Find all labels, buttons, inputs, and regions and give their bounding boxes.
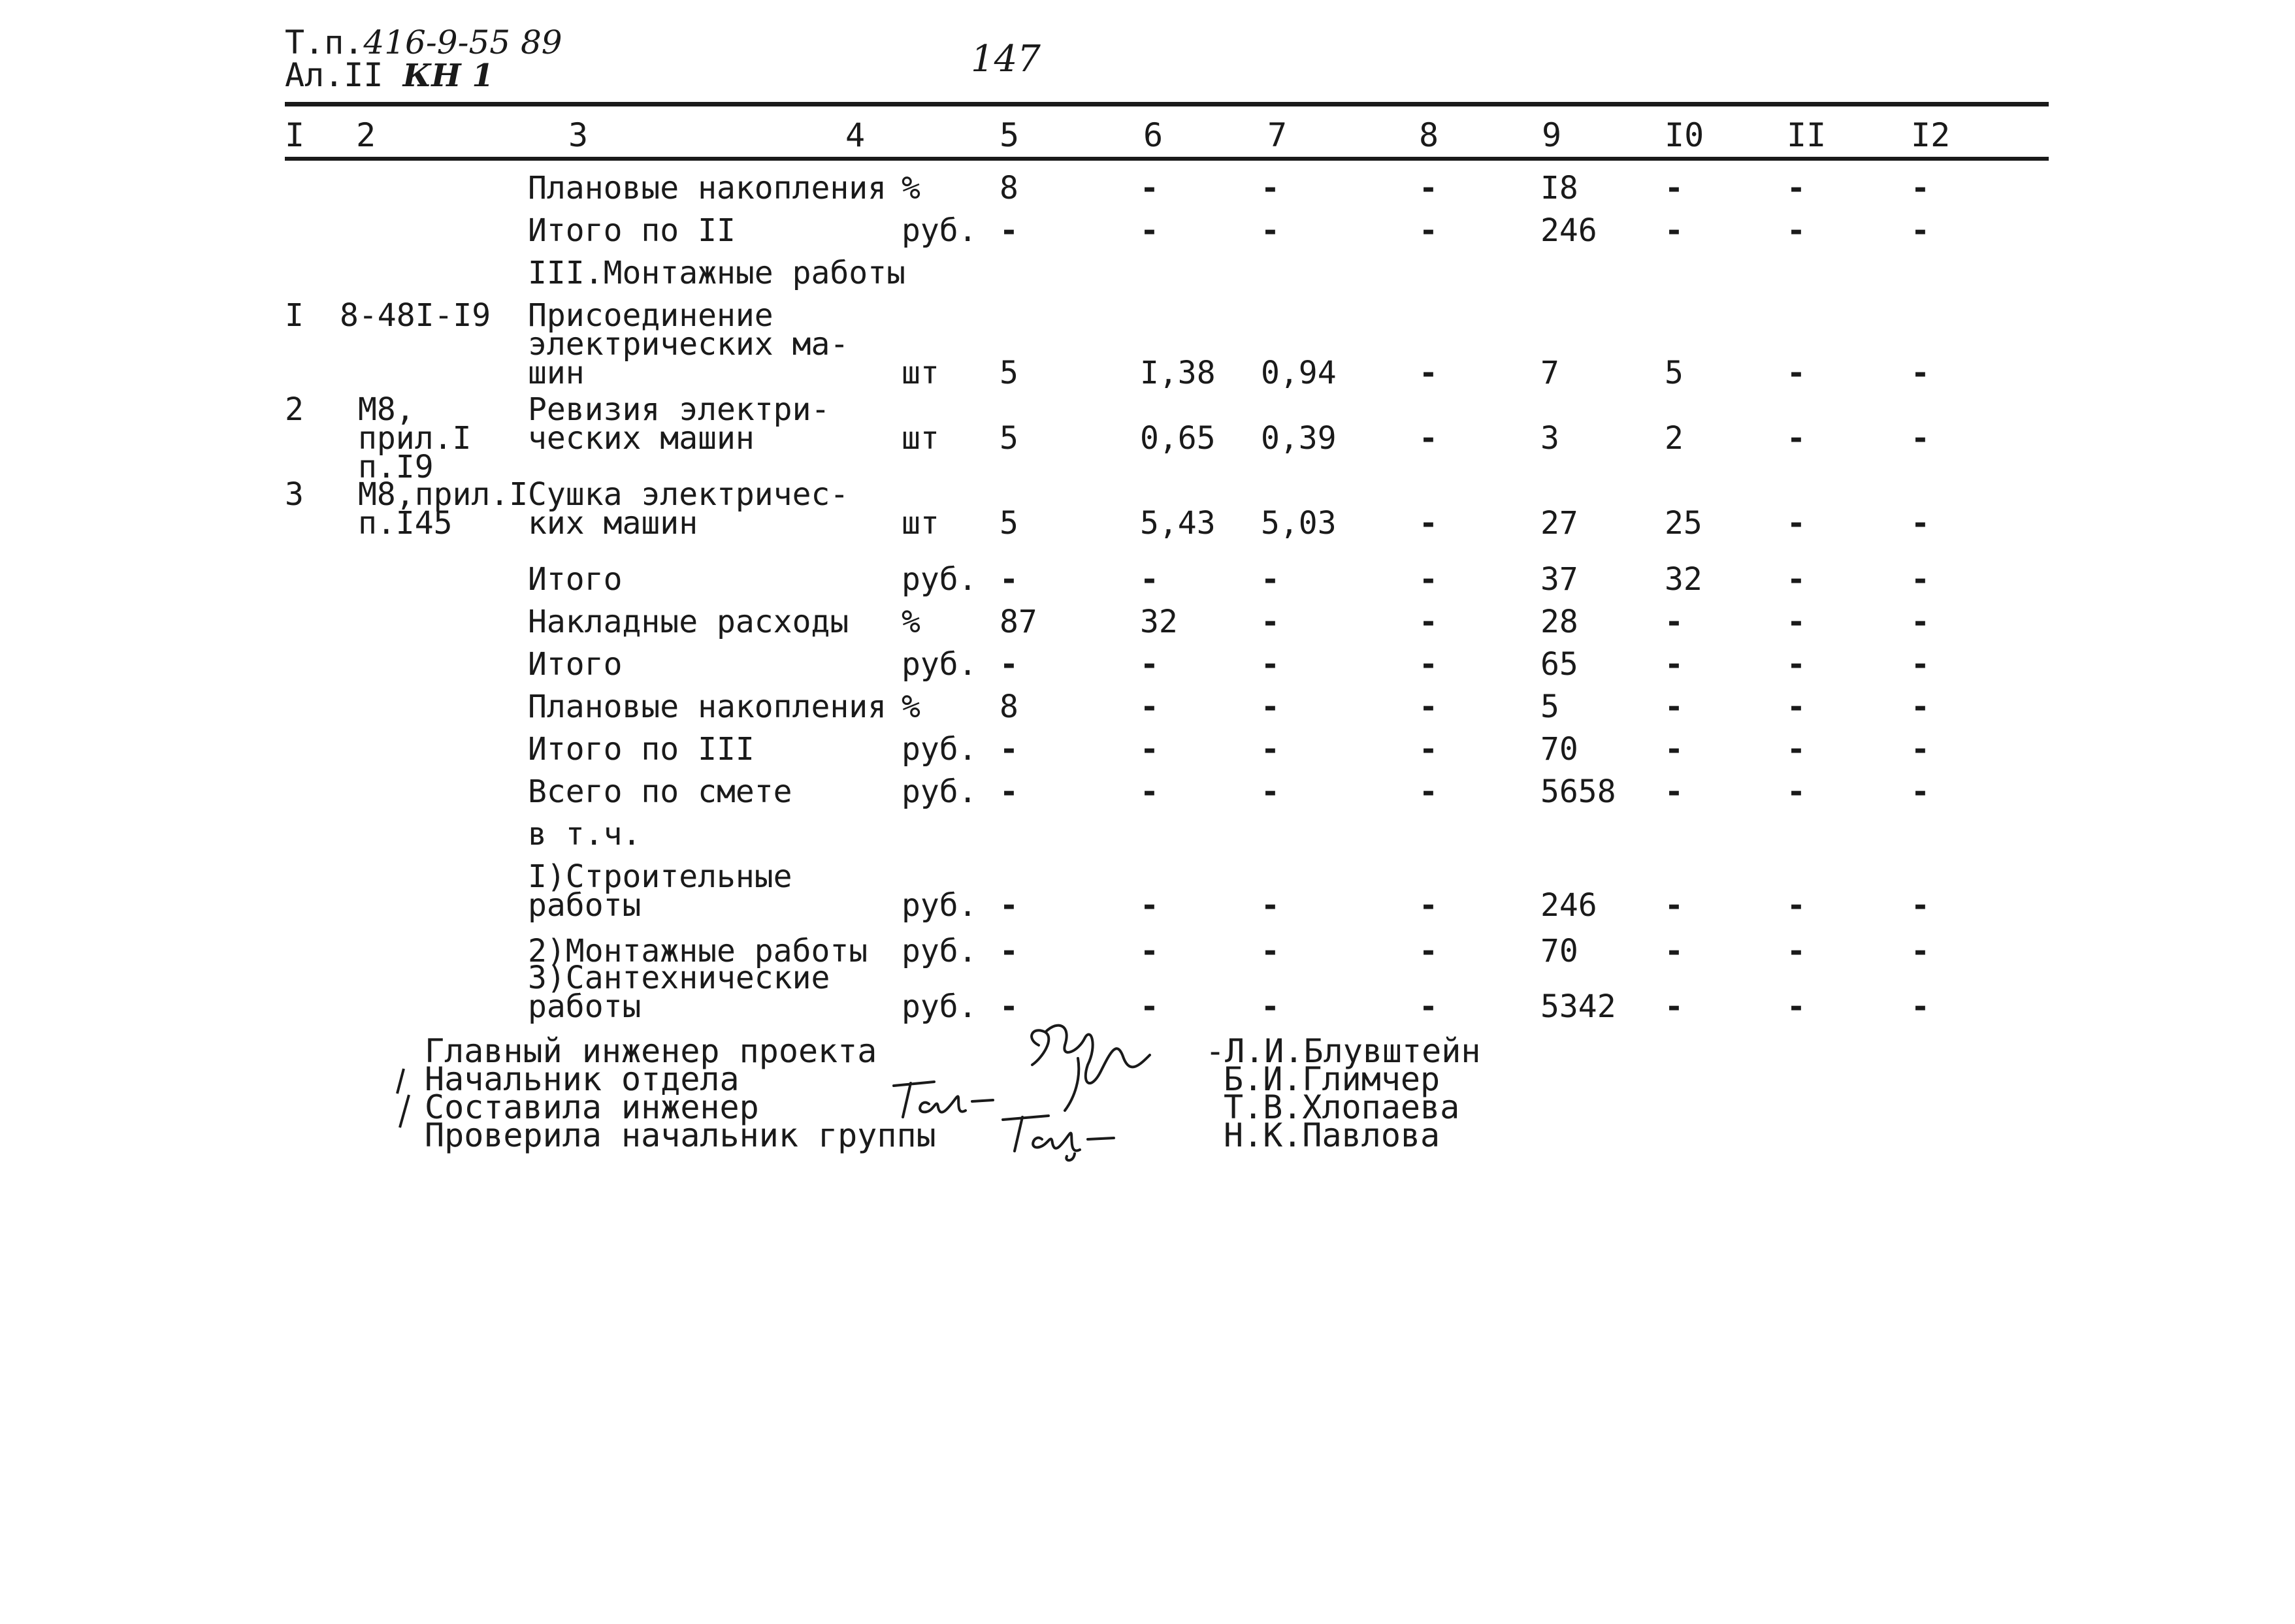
signature-names [1205, 1032, 1481, 1154]
cell-c6: - [1140, 561, 1159, 598]
cell-c11: - [1787, 933, 1806, 969]
cell-c7: - [1261, 561, 1280, 598]
cell-c8: - [1419, 561, 1438, 598]
cell-code: прил.I [358, 420, 472, 457]
cell-c10: 25 [1665, 505, 1702, 542]
cell-c11: - [1787, 646, 1806, 683]
cell-name: Плановые накопления [528, 689, 887, 725]
cell-c9: 70 [1540, 933, 1578, 969]
signature-scrawl-engineer [888, 1078, 1000, 1124]
cell-c5: - [1000, 212, 1018, 249]
cell-name: ких машин [528, 505, 698, 542]
cell-c5: - [1000, 933, 1018, 969]
cell-c11: - [1787, 212, 1806, 249]
cell-code: М8,прил.I [358, 476, 529, 513]
cell-c5: - [1000, 988, 1018, 1025]
cell-c6: - [1140, 988, 1159, 1025]
cell-c12: - [1911, 355, 1930, 391]
cell-c6: - [1140, 689, 1159, 725]
cell-c6: - [1140, 170, 1159, 206]
signature-role: Начальник отдела [425, 1060, 740, 1098]
cell-c7: - [1261, 604, 1280, 640]
cell-c7: 0,39 [1261, 420, 1337, 457]
cell-c7: - [1261, 170, 1280, 206]
cell-num: I [285, 297, 304, 334]
cell-c8: - [1419, 212, 1438, 249]
cell-c12: - [1911, 646, 1930, 683]
cell-c7: 0,94 [1261, 355, 1337, 391]
cell-c11: - [1787, 355, 1806, 391]
cell-c5: 87 [1000, 604, 1037, 640]
cell-name: Всего по смете [528, 773, 792, 810]
cell-c12: - [1911, 604, 1930, 640]
cell-unit: руб. [902, 988, 977, 1025]
column-header: 7 [1267, 116, 1288, 154]
cell-unit: шт [902, 420, 939, 457]
cell-c12: - [1911, 773, 1930, 810]
cell-c5: 8 [1000, 170, 1018, 206]
column-header: II [1787, 116, 1827, 154]
cell-c8: - [1419, 170, 1438, 206]
cell-name: работы [528, 988, 642, 1025]
table-row [0, 391, 2295, 485]
cell-c8: - [1419, 505, 1438, 542]
cell-c12: - [1911, 988, 1930, 1025]
cell-c10: 2 [1665, 420, 1684, 457]
cell-name: Итого [528, 646, 623, 683]
signature-role: Главный инженер проекта [425, 1032, 877, 1070]
cell-c6: - [1140, 933, 1159, 969]
cell-unit: руб. [902, 887, 977, 924]
cell-c9: 5658 [1540, 773, 1616, 810]
cell-name: электрических ма- [528, 326, 849, 363]
cell-c11: - [1787, 170, 1806, 206]
cell-name: работы [528, 887, 642, 924]
column-header: I2 [1911, 116, 1951, 154]
cell-c11: - [1787, 604, 1806, 640]
cell-name: Итого по III [528, 731, 755, 768]
cell-c7: - [1261, 933, 1280, 969]
cell-c12: - [1911, 561, 1930, 598]
cell-c9: 7 [1540, 355, 1559, 391]
table-row [0, 858, 2295, 924]
cell-c9: 3 [1540, 420, 1559, 457]
column-header: 2 [356, 116, 376, 154]
cell-c10: 32 [1665, 561, 1702, 598]
cell-c8: - [1419, 731, 1438, 768]
cell-unit: % [902, 604, 920, 640]
cell-c9: 65 [1540, 646, 1578, 683]
cell-c6: - [1140, 773, 1159, 810]
cell-unit: руб. [902, 773, 977, 810]
cell-c7: - [1261, 773, 1280, 810]
cell-c6: I,38 [1140, 355, 1216, 391]
column-header: I0 [1665, 116, 1704, 154]
cell-c7: - [1261, 731, 1280, 768]
cell-c8: - [1419, 689, 1438, 725]
cell-c9: 70 [1540, 731, 1578, 768]
cell-c11: - [1787, 505, 1806, 542]
column-header: 6 [1143, 116, 1164, 154]
cell-c5: - [1000, 561, 1018, 598]
cell-c8: - [1419, 604, 1438, 640]
cell-c12: - [1911, 170, 1930, 206]
cell-c8: - [1419, 988, 1438, 1025]
cell-c10: - [1665, 731, 1684, 768]
cell-c5: 5 [1000, 505, 1018, 542]
cell-c6: - [1140, 212, 1159, 249]
cell-c5: 8 [1000, 689, 1018, 725]
cell-name: шин [528, 355, 585, 391]
cell-name: I)Строительные [528, 858, 792, 895]
cell-c5: - [1000, 773, 1018, 810]
cell-c7: - [1261, 988, 1280, 1025]
cell-c10: - [1665, 988, 1684, 1025]
cell-unit: руб. [902, 731, 977, 768]
cell-c11: - [1787, 773, 1806, 810]
page-number: 147 [971, 38, 1041, 80]
cell-name: 3)Сантехнические [528, 960, 830, 996]
cell-code: п.I45 [358, 505, 453, 542]
table-row [0, 731, 2295, 768]
cell-name: в т.ч. [528, 816, 642, 853]
signature-roles [425, 1032, 936, 1154]
cell-c6: 0,65 [1140, 420, 1216, 457]
cell-name: Ревизия электри- [528, 391, 830, 428]
doc-reference [285, 26, 562, 92]
table-row [0, 476, 2295, 542]
cell-c7: - [1261, 646, 1280, 683]
cell-c12: - [1911, 731, 1930, 768]
signature-role: Составила инженер [425, 1088, 759, 1126]
cell-c11: - [1787, 988, 1806, 1025]
cell-c11: - [1787, 731, 1806, 768]
cell-c6: 32 [1140, 604, 1178, 640]
cell-c5: 5 [1000, 420, 1018, 457]
cell-c9: 37 [1540, 561, 1578, 598]
cell-c7: 5,03 [1261, 505, 1337, 542]
table-row [0, 773, 2295, 810]
signature-name: -Л.И.Блувштейн [1205, 1032, 1481, 1070]
table-row [0, 646, 2295, 683]
cell-c6: - [1140, 731, 1159, 768]
cell-c10: 5 [1665, 355, 1684, 391]
table-top-rule [285, 102, 2049, 106]
cell-c10: - [1665, 646, 1684, 683]
cell-c9: 5 [1540, 689, 1559, 725]
cell-code: п.I9 [358, 449, 434, 485]
cell-name: Накладные расходы [528, 604, 849, 640]
signature-name: Н.К.Павлова [1224, 1116, 1440, 1154]
cell-num: 2 [285, 391, 304, 428]
column-header: 5 [1000, 116, 1020, 154]
cell-c7: - [1261, 887, 1280, 924]
table-row [0, 561, 2295, 598]
cell-c9: 246 [1540, 212, 1597, 249]
cell-c8: - [1419, 355, 1438, 391]
signature-name: Т.В.Хлопаева [1224, 1088, 1460, 1126]
cell-c11: - [1787, 561, 1806, 598]
column-header: 4 [845, 116, 866, 154]
cell-c10: - [1665, 170, 1684, 206]
cell-name: 2)Монтажные работы [528, 933, 868, 969]
cell-c5: - [1000, 731, 1018, 768]
cell-c9: I8 [1540, 170, 1578, 206]
cell-c10: - [1665, 212, 1684, 249]
table-row [0, 212, 2295, 249]
cell-unit: руб. [902, 646, 977, 683]
cell-c12: - [1911, 689, 1930, 725]
cell-c12: - [1911, 933, 1930, 969]
cell-unit: % [902, 689, 920, 725]
cell-c10: - [1665, 689, 1684, 725]
margin-tick-marks [392, 1065, 418, 1143]
cell-name: Итого по II [528, 212, 736, 249]
cell-name: Итого [528, 561, 623, 598]
cell-unit: шт [902, 355, 939, 391]
cell-name: III.Монтажные работы [528, 255, 905, 291]
cell-c12: - [1911, 505, 1930, 542]
cell-c8: - [1419, 646, 1438, 683]
column-header: 9 [1542, 116, 1562, 154]
cell-c10: - [1665, 773, 1684, 810]
cell-c10: - [1665, 887, 1684, 924]
cell-c11: - [1787, 420, 1806, 457]
cell-c7: - [1261, 689, 1280, 725]
signature-scrawl-chief-engineer [1019, 1019, 1176, 1117]
cell-c10: - [1665, 604, 1684, 640]
cell-unit: шт [902, 505, 939, 542]
cell-c9: 5342 [1540, 988, 1616, 1025]
cell-unit: % [902, 170, 920, 206]
cell-c12: - [1911, 420, 1930, 457]
table-header-rule [285, 157, 2049, 161]
doc-reference-line2: Ал.II КН 1 [285, 56, 494, 94]
cell-c6: - [1140, 646, 1159, 683]
cell-unit: руб. [902, 212, 977, 249]
cell-code: 8-48I-I9 [340, 297, 491, 334]
column-header: 8 [1419, 116, 1439, 154]
cell-unit: руб. [902, 561, 977, 598]
cell-c12: - [1911, 887, 1930, 924]
cell-c6: 5,43 [1140, 505, 1216, 542]
cell-c7: - [1261, 212, 1280, 249]
cell-num: 3 [285, 476, 304, 513]
cell-name: Сушка электричес- [528, 476, 849, 513]
cell-c5: - [1000, 646, 1018, 683]
cell-c5: - [1000, 887, 1018, 924]
signature-scrawl-group-head [996, 1111, 1120, 1163]
cell-c10: - [1665, 933, 1684, 969]
cell-c9: 28 [1540, 604, 1578, 640]
cell-c8: - [1419, 887, 1438, 924]
column-header: I [285, 116, 305, 154]
cell-code: М8, [358, 391, 415, 428]
cell-c8: - [1419, 420, 1438, 457]
cell-c9: 27 [1540, 505, 1578, 542]
signature-role: Проверила начальник группы [425, 1116, 936, 1154]
signature-name: Б.И.Глимчер [1224, 1060, 1440, 1098]
cell-c8: - [1419, 933, 1438, 969]
column-header: 3 [568, 116, 589, 154]
cell-name: ческих машин [528, 420, 755, 457]
table-row [0, 689, 2295, 725]
cell-c9: 246 [1540, 887, 1597, 924]
cell-name: Присоединение [528, 297, 773, 334]
doc-reference-line1: Т.п.416-9-55 89 [285, 24, 562, 61]
cell-name: Плановые накопления [528, 170, 887, 206]
cell-c8: - [1419, 773, 1438, 810]
cell-c12: - [1911, 212, 1930, 249]
table-row [0, 297, 2295, 391]
cell-c6: - [1140, 887, 1159, 924]
cell-unit: руб. [902, 933, 977, 969]
cell-c11: - [1787, 689, 1806, 725]
cell-c11: - [1787, 887, 1806, 924]
cell-c5: 5 [1000, 355, 1018, 391]
